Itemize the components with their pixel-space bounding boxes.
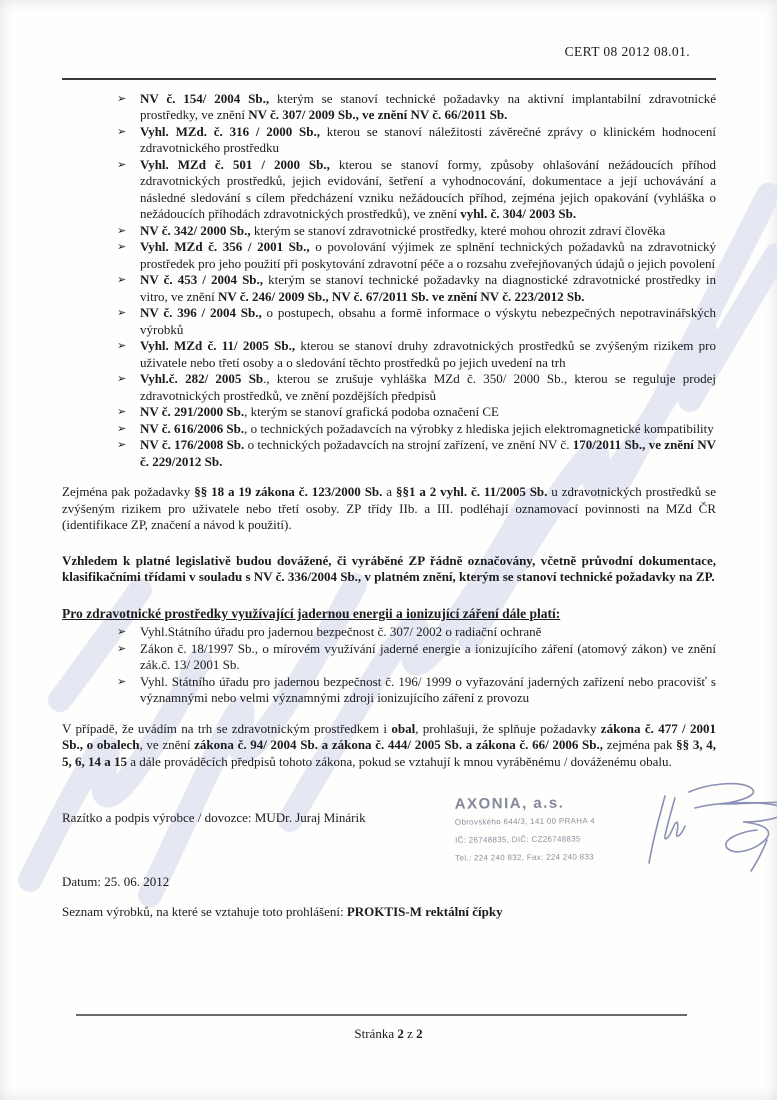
stamp-company-name: AXONIA, a.s. xyxy=(454,794,565,813)
list-item-text: NV č. 396 / 2004 Sb., o postupech, obsahu a formě informace o výskytu nebezpečných nepotravinářských výrobků xyxy=(140,305,716,337)
list-item-text: Vyhl. MZd č. 11/ 2005 Sb., kterou se stanoví druhy zdravotnických prostředků se zvýšeným rizikem pro uživatele nebo třetí osoby a o sledování těchto prostředků po jejich uvedení na trh xyxy=(140,338,716,370)
list-item-text: NV č. 342/ 2000 Sb., kterým se stanoví zdravotnické prostředky, které mohou ohrozit zdraví člověka xyxy=(140,222,666,238)
arrow-bullet-icon: ➢ xyxy=(117,340,127,352)
stamp-phone: Tel.: 224 240 832, Fax: 224 240 833 xyxy=(455,852,594,863)
list-item xyxy=(62,91,716,124)
arrow-bullet-icon: ➢ xyxy=(117,92,127,105)
paragraph-requirements: Zejména pak požadavky §§ 18 a 19 zákona č. 123/2000 Sb. a §§1 a 2 vyhl. č. 11/2005 Sb. u zdravotnických prostředků se zvýšeným rizikem pro uživatele nebo třetí osoby. ZP třídy IIb. a III. podléhají oznamovací povinnosti na MZd ČR (identifikace ZP, značení a návod k použití). xyxy=(62,484,716,532)
list-item-text: NV č. 291/2000 Sb., kterým se stanoví grafická podoba označení CE xyxy=(140,404,499,419)
arrow-bullet-icon: ➢ xyxy=(117,241,127,253)
list-item xyxy=(62,157,716,223)
stamp-ids: IČ: 26748835, DIČ: CZ26748835 xyxy=(455,834,581,845)
arrow-bullet-icon: ➢ xyxy=(117,224,127,237)
header-rule xyxy=(62,78,716,80)
list-item xyxy=(62,641,716,674)
paragraph-legislation: Vzhledem k platné legislativě budou dovážené, či vyráběné ZP řádně označovány, včetně průvodní dokumentace, klasifikačními třídami v souladu s NV č. 336/2004 Sb., v platném znění, kterým se stanoví technické požadavky na ZP. xyxy=(62,552,716,584)
arrow-bullet-icon: ➢ xyxy=(117,158,127,171)
list-item-text: Vyhl.č. 282/ 2005 Sb., kterou se zrušuje vyhláška MZd č. 350/ 2000 Sb., kterou se reguluje prodej zdravotnických prostředků, ve znění pozdějších předpisů xyxy=(140,371,716,403)
nuclear-section-heading: Pro zdravotnické prostředky využívající jadernou energii a ionizující záření dále platí: xyxy=(62,605,561,621)
stamp-address: Obrovského 644/3, 141 00 PRAHA 4 xyxy=(454,816,595,827)
nuclear-regulations-list xyxy=(62,624,716,707)
arrow-bullet-icon: ➢ xyxy=(117,422,127,435)
arrow-bullet-icon: ➢ xyxy=(117,439,127,451)
arrow-bullet-icon: ➢ xyxy=(117,307,127,319)
list-item xyxy=(62,404,716,421)
handwritten-signature xyxy=(647,778,777,873)
list-item xyxy=(62,272,716,305)
list-item-text: NV č. 453 / 2004 Sb., kterým se stanoví technické požadavky na diagnostické zdravotnické prostředky in vitro, ve znění NV č. 246/ 2009 Sb., NV č. 67/2011 Sb. ve znění NV č. 223/2012 Sb. xyxy=(140,272,716,304)
page-footer xyxy=(0,1014,777,1100)
list-item-text: Vyhl. MZd č. 501 / 2000 Sb., kterou se stanoví formy, způsoby ohlašování nežádoucích příhod zdravotnických prostředků, jejich evidování, šetření a vyhodnocování, dokumentace a její uchovávání a následné sledování s cílem předcházení vzniku nežádoucích příhod, zejména jejich opakování (vyhláška o nežádoucích příhodách zdravotnických prostředků), ve znění vyhl. č. 304/ 2003 Sb. xyxy=(140,156,716,221)
list-item-text: Vyhl. Státního úřadu pro jadernou bezpečnost č. 196/ 1999 o vyřazování jaderných zařízení nebo pracovišť s významnými nebo velmi významnými zdroji ionizujícího záření z provozu xyxy=(140,673,716,705)
arrow-bullet-icon: ➢ xyxy=(117,125,127,138)
stamp-signature-label: Razítko a podpis výrobce / dovozce: MUDr. Juraj Minárik xyxy=(62,810,366,825)
document-header xyxy=(62,44,716,61)
paragraph-packaging: V případě, že uvádím na trh se zdravotnickým prostředkem i obal, prohlašuji, že splňuje požadavky zákona č. 477 / 2001 Sb., o obalech, ve znění zákona č. 94/ 2004 Sb. a zákona č. 444/ 2005 Sb. a zákona č. 66/ 2006 Sb., zejména pak §§ 3, 4, 5, 6, 14 a 15 a dále prováděcích předpisů tohoto zákona, pokud se vztahují k mnou vyráběnému / dováženému obalu. xyxy=(62,720,717,769)
regulations-list xyxy=(62,91,716,471)
date-line: Datum: 25. 06. 2012 xyxy=(62,874,170,889)
arrow-bullet-icon: ➢ xyxy=(117,274,127,286)
arrow-bullet-icon: ➢ xyxy=(117,642,127,655)
list-item xyxy=(62,305,716,338)
arrow-bullet-icon: ➢ xyxy=(117,626,127,638)
products-line: Seznam výrobků, na které se vztahuje toto prohlášení: PROKTIS-M rektální čípky xyxy=(62,903,503,919)
list-item xyxy=(62,124,716,157)
list-item-text: NV č. 176/2008 Sb. o technických požadavcích na strojní zařízení, ve znění NV č. 170/2011 Sb., ve znění NV č. 229/2012 Sb. xyxy=(140,437,716,469)
arrow-bullet-icon: ➢ xyxy=(117,373,127,385)
footer-rule xyxy=(76,1014,687,1016)
list-item xyxy=(62,239,716,272)
signature-row xyxy=(62,794,716,863)
list-item xyxy=(62,371,716,404)
arrow-bullet-icon: ➢ xyxy=(117,406,127,418)
list-item xyxy=(62,338,716,371)
list-item xyxy=(62,223,716,240)
doc-code: CERT 08 2012 08.01. xyxy=(564,44,690,59)
list-item-text: Vyhl. MZd. č. 316 / 2000 Sb., kterou se stanoví náležitosti závěrečné zprávy o klinickém hodnocení zdravotnického prostředku xyxy=(140,123,716,155)
arrow-bullet-icon: ➢ xyxy=(117,675,127,688)
list-item xyxy=(62,437,716,470)
list-item-text: NV č. 154/ 2004 Sb., kterým se stanoví technické požadavky na aktivní implantabilní zdravotnické prostředky, ve znění NV č. 307/ 2009 Sb., ve znění NV č. 66/2011 Sb. xyxy=(140,90,716,122)
list-item xyxy=(62,624,716,641)
list-item-text: NV č. 616/2006 Sb., o technických požadavcích na výrobky z hlediska jejich elektromagnetické kompatibility xyxy=(140,420,714,436)
list-item-text: Vyhl.Státního úřadu pro jadernou bezpečnost č. 307/ 2002 o radiační ochraně xyxy=(140,624,542,639)
company-stamp xyxy=(455,795,596,867)
list-item xyxy=(62,421,716,438)
list-item xyxy=(62,674,716,707)
list-item-text: Zákon č. 18/1997 Sb., o mírovém využívání jaderné energie a ionizujícího záření (atomový zákon) ve znění zák.č. 13/ 2001 Sb. xyxy=(140,640,716,672)
page-number: Stránka 2 z 2 xyxy=(354,1026,423,1041)
list-item-text: Vyhl. MZd č. 356 / 2001 Sb., o povolování výjimek ze splnění technických požadavků na zdravotnický prostředek pro jeho použití při poskytování zdravotní péče a o rozsahu zveřejňovaných údajů o jejich povolení xyxy=(140,239,716,271)
